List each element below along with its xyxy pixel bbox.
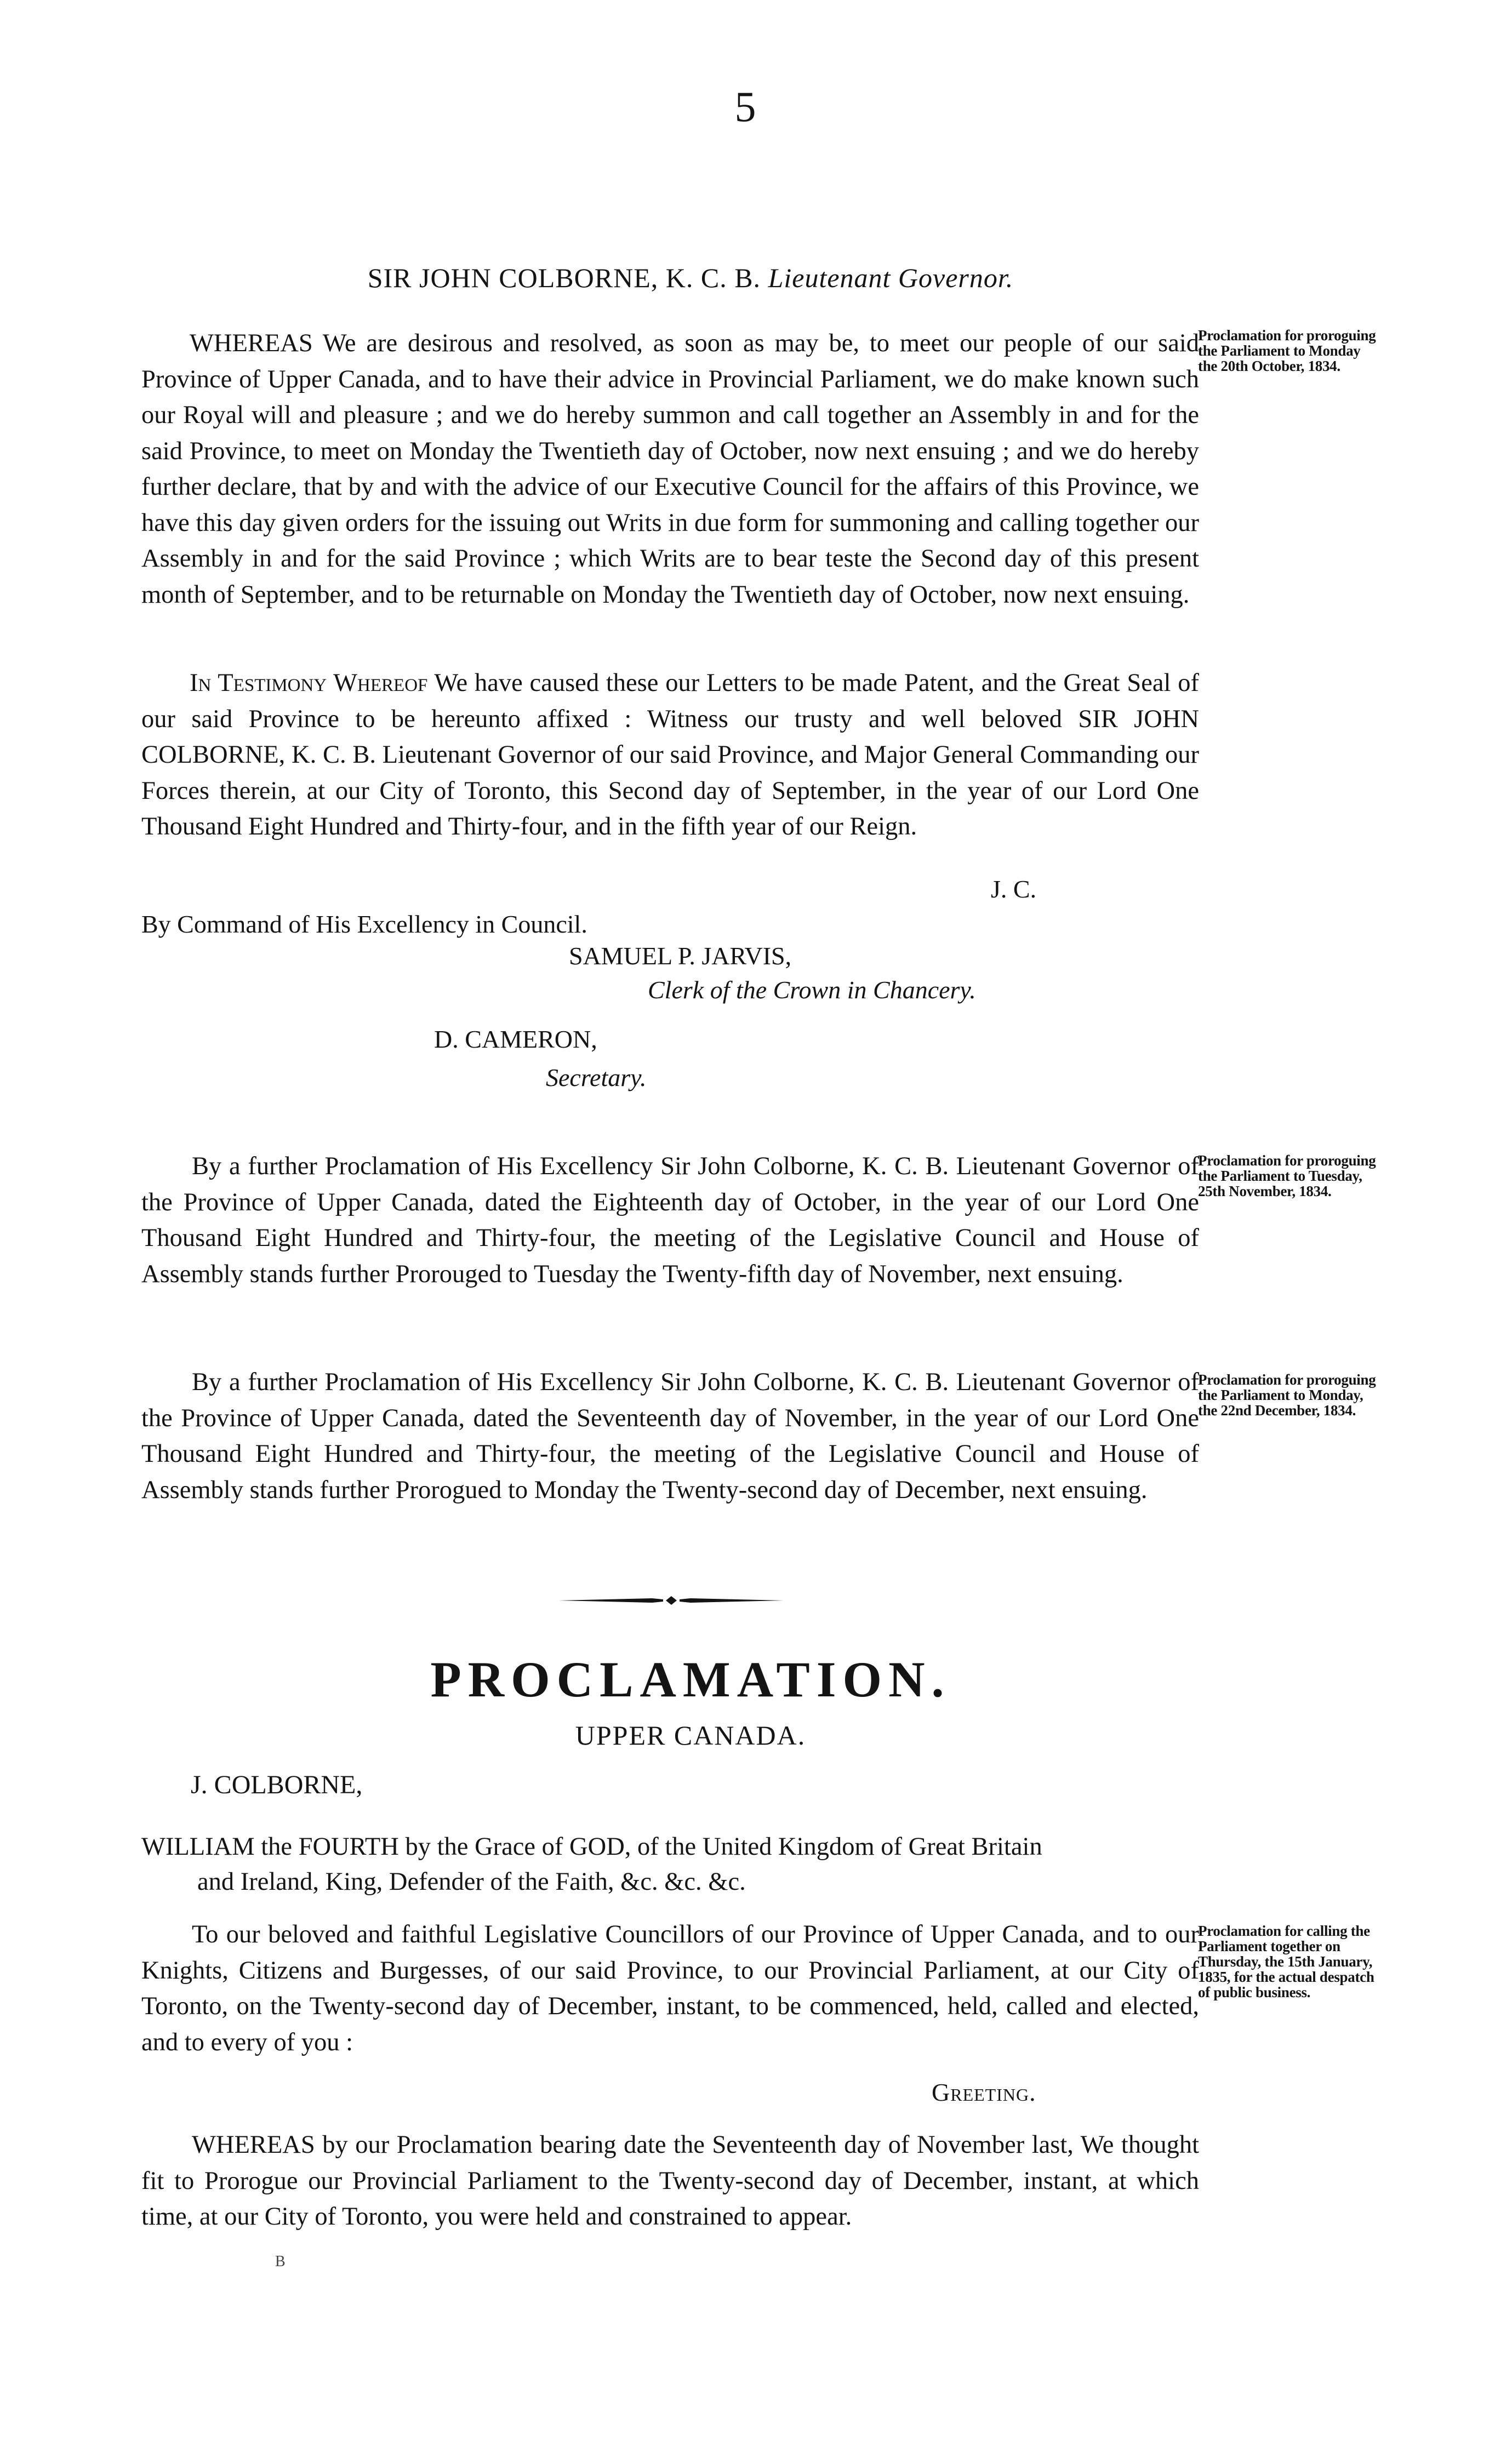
- king-title-line-1: WILLIAM the FOURTH by the Grace of GOD, of the United Kingdom of Great Britain: [141, 1833, 1042, 1861]
- initials: J. C.: [991, 875, 1037, 903]
- closing-whereas-paragraph: WHEREAS by our Proclamation bearing date the Seventeenth day of November last, We thought fit to Prorogue our Provincial Parliament to the Twenty-second day of December, instant, at which time, at our City of Toronto, you were held and constrained to appear.: [141, 2131, 1199, 2231]
- secretary-name: D. CAMERON,: [434, 1025, 597, 1053]
- proclamation-title: PROCLAMATION.: [430, 1651, 951, 1707]
- heading-name: SIR JOHN COLBORNE, K. C. B.: [367, 262, 761, 293]
- king-title-line-2: and Ireland, King, Defender of the Faith, &c. &c. &c.: [197, 1868, 746, 1896]
- testimony-lead: In Testimony Whereof: [190, 669, 428, 697]
- testimony-text: We have caused these our Letters to be made Patent, and the Great Seal of our said Province to be hereunto affixed : Witness our trusty and well beloved SIR JOHN COLBORNE, K. C. B. Lieutenant Governor of our said Province, and Major General Commanding our Forces therein, at our City of Toronto, this Second day of September, in the year of our Lord One Thousand Eight Hundred and Thirty-four, and in the fifth year of our Reign.: [141, 669, 1199, 841]
- margin-note-proclamation-november: Proclamation for proroguing the Parliament to Tuesday, 25th November, 1834.: [1198, 1152, 1376, 1199]
- signer-name: J. COLBORNE,: [191, 1770, 363, 1799]
- margin-note-proclamation-december: Proclamation for proroguing the Parliament to Monday, the 22nd December, 1834.: [1198, 1371, 1376, 1419]
- further-proclamation-november: By a further Proclamation of His Excellency Sir John Colborne, K. C. B. Lieutenant Governor of the Province of Upper Canada, dated the Seventeenth day of November, in the year of our Lord One Thousand Eight Hundred and Thirty-four, the meeting of the Legislative Council and House of Assembly stands further Prorogued to Monday the Twenty-second day of December, next ensuing.: [141, 1368, 1199, 1504]
- signature-mark: B: [275, 2253, 286, 2270]
- by-command-line: By Command of His Excellency in Council.: [141, 910, 587, 938]
- clerk-name: SAMUEL P. JARVIS,: [569, 942, 792, 970]
- further-proclamation-october: By a further Proclamation of His Excellency Sir John Colborne, K. C. B. Lieutenant Governor of the Province of Upper Canada, dated the Eighteenth day of October, in the year of our Lord One Thousand Eight Hundred and Thirty-four, the meeting of the Legislative Council and House of Assembly stands further Prorouged to Tuesday the Twenty-fifth day of November, next ensuing.: [141, 1152, 1199, 1288]
- secretary-title: Secretary.: [546, 1064, 647, 1091]
- ornament-divider: [559, 1592, 784, 1609]
- greeting: Greeting.: [932, 2078, 1036, 2106]
- testimony-paragraph: [141, 665, 1199, 845]
- heading-title: Lieutenant Governor.: [768, 262, 1014, 293]
- margin-note-proclamation-october: Proclamation for proroguing the Parliament to Monday the 20th October, 1834.: [1198, 327, 1376, 374]
- proclamation-subtitle: UPPER CANADA.: [575, 1720, 806, 1751]
- address-paragraph: To our beloved and faithful Legislative Councillors of our Province of Upper Canada, and to our Knights, Citizens and Burgesses, of our said Province, to our Provincial Parliament, at our City of Toronto, on the Twenty-second day of December, instant, to be commenced, held, called and elected, and to every of you :: [141, 1920, 1199, 2056]
- section-heading: [142, 262, 1239, 294]
- clerk-title: Clerk of the Crown in Chancery.: [648, 976, 976, 1004]
- page-number: 5: [734, 83, 756, 130]
- whereas-paragraph: WHEREAS We are desirous and resolved, as soon as may be, to meet our people of our said Province of Upper Canada, and to have their advice in Provincial Parliament, we do make known such our Royal will and pleasure ; and we do hereby summon and call together an Assembly in and for the said Province, to meet on Monday the Twentieth day of October, now next ensuing ; and we do hereby further declare, that by and with the advice of our Executive Council for the affairs of this Province, we have this day given orders for the issuing out Writs in due form for summoning and calling together our Assembly in and for the said Province ; which Writs are to bear teste the Second day of this present month of September, and to be returnable on Monday the Twentieth day of October, now next ensuing.: [141, 329, 1199, 609]
- margin-note-proclamation-january: Proclamation for calling the Parliament together on Thursday, the 15th January, 1835, for the actual despatch of public business.: [1198, 1923, 1374, 2000]
